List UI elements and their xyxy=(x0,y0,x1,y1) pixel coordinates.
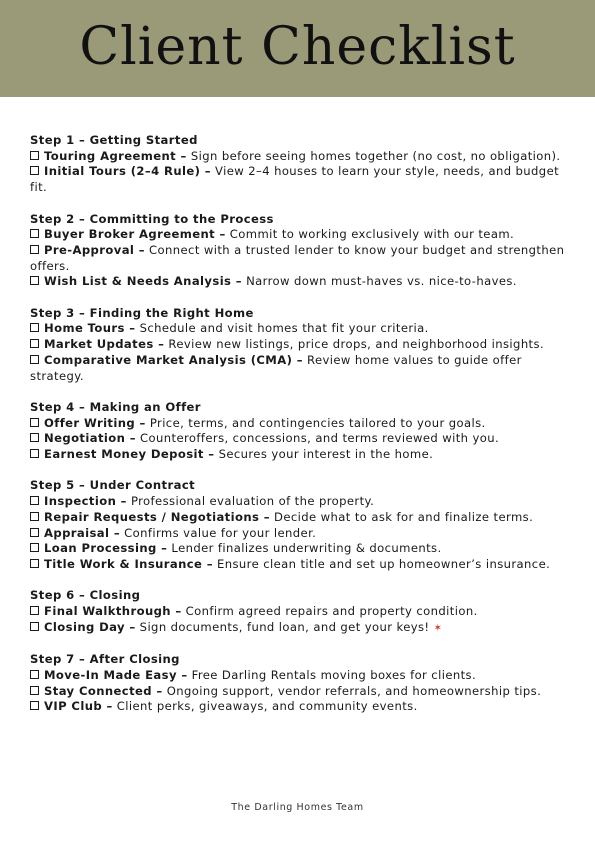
checklist-item xyxy=(30,321,570,337)
item-title: Move-In Made Easy – xyxy=(44,667,188,682)
item-title: Home Tours – xyxy=(44,321,136,336)
checkbox-icon[interactable] xyxy=(30,229,39,238)
item-description: Connect with a trusted lender to know your budget and strengthen offers. xyxy=(30,242,565,273)
checkbox-icon[interactable] xyxy=(30,606,39,615)
checkbox-icon[interactable] xyxy=(30,686,39,695)
checklist-item xyxy=(30,274,570,290)
item-title: Touring Agreement – xyxy=(44,148,187,163)
checklist-item xyxy=(30,684,570,700)
item-description: Decide what to ask for and finalize terms. xyxy=(269,509,534,524)
checklist-item xyxy=(30,337,570,353)
item-title: VIP Club – xyxy=(44,699,113,714)
item-description: Review new listings, price drops, and neighborhood insights. xyxy=(164,337,545,352)
step-section xyxy=(30,400,570,463)
step-heading: Step 4 – Making an Offer xyxy=(30,399,201,414)
item-title: Initial Tours (2–4 Rule) – xyxy=(44,164,211,179)
checkbox-icon[interactable] xyxy=(30,496,39,505)
checklist-item xyxy=(30,620,570,637)
item-description: Ensure clean title and set up homeowner’s insurance. xyxy=(212,556,551,571)
item-title: Loan Processing – xyxy=(44,541,168,556)
item-description: Review home values to guide offer strategy. xyxy=(30,352,522,383)
step-section xyxy=(30,133,570,196)
item-title: Buyer Broker Agreement – xyxy=(44,227,226,242)
item-title: Comparative Market Analysis (CMA) – xyxy=(44,352,303,367)
checkbox-icon[interactable] xyxy=(30,449,39,458)
step-section xyxy=(30,306,570,385)
checkbox-icon[interactable] xyxy=(30,543,39,552)
step-heading: Step 5 – Under Contract xyxy=(30,478,196,493)
item-title: Appraisal – xyxy=(44,525,121,540)
checklist-item xyxy=(30,353,570,384)
checkbox-icon[interactable] xyxy=(30,355,39,364)
item-description: Sign documents, fund loan, and get your keys! xyxy=(135,619,434,634)
checklist-item xyxy=(30,668,570,684)
item-description: Client perks, giveaways, and community events. xyxy=(112,699,418,714)
checklist-item xyxy=(30,541,570,557)
step-section xyxy=(30,478,570,572)
checkbox-icon[interactable] xyxy=(30,323,39,332)
checkbox-icon[interactable] xyxy=(30,166,39,175)
item-title: Inspection – xyxy=(44,494,127,509)
item-description: Professional evaluation of the property. xyxy=(126,494,375,509)
item-description: Sign before seeing homes together (no cost, no obligation). xyxy=(186,148,561,163)
party-popper-icon: ✶ xyxy=(433,622,443,634)
item-title: Title Work & Insurance – xyxy=(44,556,213,571)
checkbox-icon[interactable] xyxy=(30,276,39,285)
checklist-item xyxy=(30,494,570,510)
item-title: Market Updates – xyxy=(44,337,165,352)
item-description: View 2–4 houses to learn your style, needs, and budget fit. xyxy=(30,164,560,195)
item-title: Offer Writing – xyxy=(44,415,146,430)
checkbox-icon[interactable] xyxy=(30,559,39,568)
item-title: Wish List & Needs Analysis – xyxy=(44,274,242,289)
item-description: Secures your interest in the home. xyxy=(214,447,434,462)
checklist-item xyxy=(30,416,570,432)
checklist-item xyxy=(30,149,570,165)
step-heading: Step 7 – After Closing xyxy=(30,652,180,667)
checkbox-icon[interactable] xyxy=(30,151,39,160)
checkbox-icon[interactable] xyxy=(30,512,39,521)
checkbox-icon[interactable] xyxy=(30,245,39,254)
checkbox-icon[interactable] xyxy=(30,622,39,631)
item-description: Counteroffers, concessions, and terms reviewed with you. xyxy=(135,431,500,446)
header-banner xyxy=(0,0,595,97)
item-title: Final Walkthrough – xyxy=(44,604,182,619)
checkbox-icon[interactable] xyxy=(30,528,39,537)
footer-text: The Darling Homes Team xyxy=(231,802,364,813)
checklist xyxy=(30,133,570,731)
checkbox-icon[interactable] xyxy=(30,433,39,442)
checkbox-icon[interactable] xyxy=(30,701,39,710)
step-section xyxy=(30,212,570,291)
item-description: Confirms value for your lender. xyxy=(120,525,317,540)
checklist-item xyxy=(30,243,570,274)
item-description: Confirm agreed repairs and property condition. xyxy=(181,604,478,619)
item-title: Negotiation – xyxy=(44,431,136,446)
step-heading: Step 1 – Getting Started xyxy=(30,133,198,147)
checklist-item xyxy=(30,164,570,195)
item-title: Pre-Approval – xyxy=(44,242,145,257)
item-title: Earnest Money Deposit – xyxy=(44,447,215,462)
item-description: Price, terms, and contingencies tailored to your goals. xyxy=(145,415,486,430)
item-description: Commit to working exclusively with our team. xyxy=(225,227,515,242)
step-section xyxy=(30,652,570,715)
item-description: Ongoing support, vendor referrals, and homeownership tips. xyxy=(162,683,542,698)
checklist-item xyxy=(30,526,570,542)
checklist-item xyxy=(30,699,570,715)
item-description: Free Darling Rentals moving boxes for clients. xyxy=(187,667,477,682)
item-title: Repair Requests / Negotiations – xyxy=(44,509,270,524)
item-description: Schedule and visit homes that fit your criteria. xyxy=(135,321,429,336)
checklist-item xyxy=(30,227,570,243)
step-heading: Step 2 – Committing to the Process xyxy=(30,211,274,226)
checkbox-icon[interactable] xyxy=(30,339,39,348)
checklist-item xyxy=(30,447,570,463)
item-description: Narrow down must-haves vs. nice-to-haves. xyxy=(242,274,517,289)
item-title: Stay Connected – xyxy=(44,683,163,698)
checklist-item xyxy=(30,604,570,620)
page-title: Client Checklist xyxy=(79,17,516,77)
step-heading: Step 3 – Finding the Right Home xyxy=(30,305,254,320)
checkbox-icon[interactable] xyxy=(30,418,39,427)
checklist-item xyxy=(30,431,570,447)
step-section xyxy=(30,588,570,636)
checklist-item xyxy=(30,510,570,526)
checkbox-icon[interactable] xyxy=(30,670,39,679)
step-heading: Step 6 – Closing xyxy=(30,588,141,603)
checklist-item xyxy=(30,557,570,573)
item-title: Closing Day – xyxy=(44,619,136,634)
item-description: Lender finalizes underwriting & documents. xyxy=(167,541,442,556)
